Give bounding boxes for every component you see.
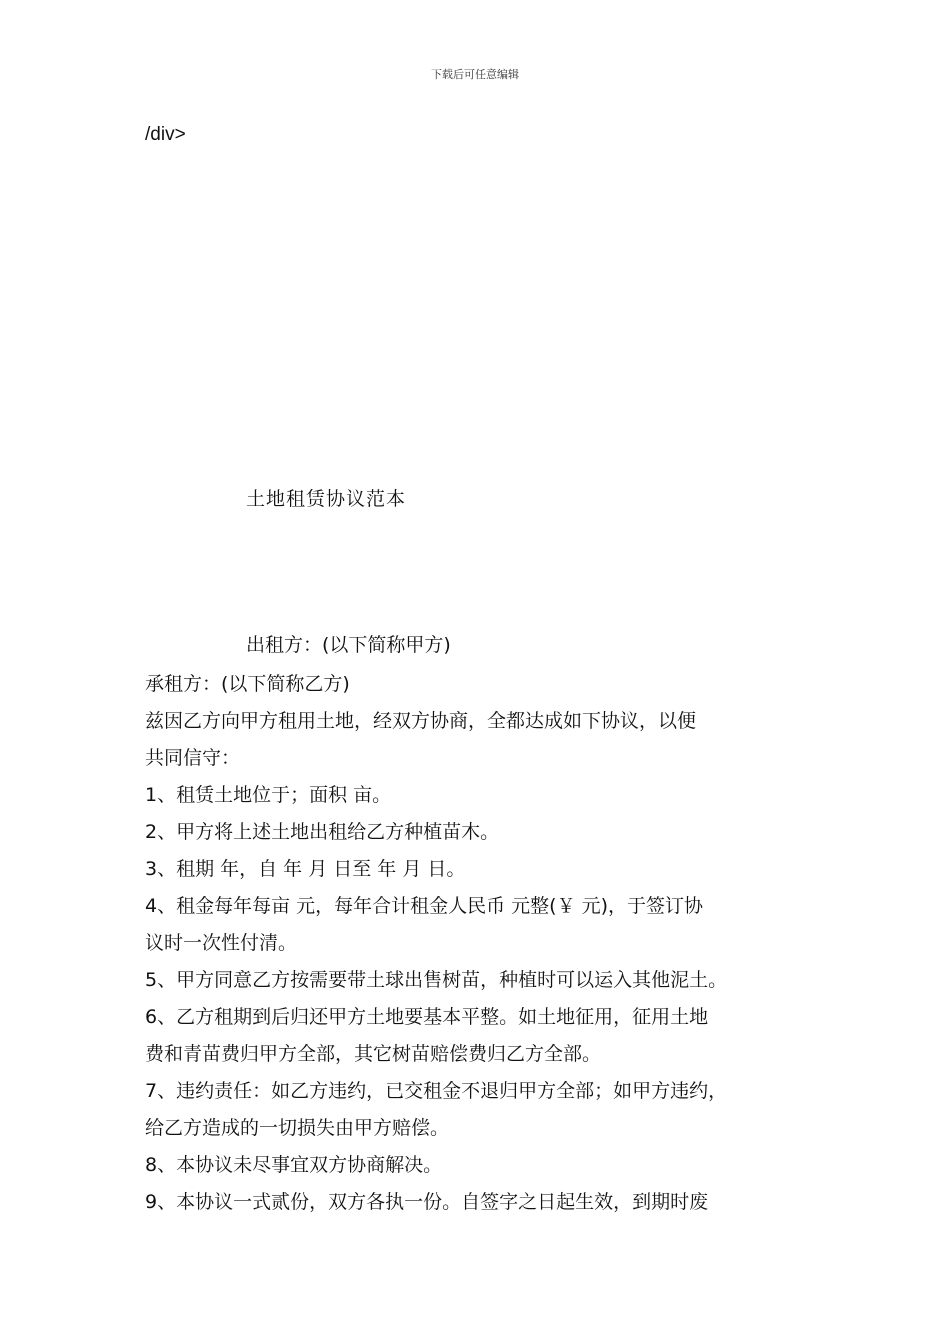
clause-1: 1、租赁土地位于；面积 亩。 (145, 784, 392, 806)
header-note: 下载后可任意编辑 (431, 68, 519, 81)
clause-9: 9、本协议一式贰份，双方各执一份。自签字之日起生效，到期时废 (145, 1191, 709, 1213)
stray-markup-text: /div> (145, 124, 186, 145)
lessor-line: 出租方：(以下简称甲方) (246, 634, 451, 656)
body-line: 兹因乙方向甲方租用土地，经双方协商，全都达成如下协议，以便 (145, 710, 697, 732)
clause-5: 5、甲方同意乙方按需要带土球出售树苗，种植时可以运入其他泥土。 (145, 969, 728, 991)
agreement-body (145, 666, 825, 1221)
clause-4: 4、租金每年每亩 元，每年合计租金人民币 元整(￥ 元)，于签订协 (145, 895, 704, 917)
clause-2: 2、甲方将上述土地出租给乙方种植苗木。 (145, 821, 500, 843)
clause-7: 7、违约责任：如乙方违约，已交租金不退归甲方全部；如甲方违约， (145, 1080, 728, 1102)
clause-6: 6、乙方租期到后归还甲方土地要基本平整。如土地征用，征用土地 (145, 1006, 709, 1028)
clause-7-continued: 给乙方造成的一切损失由甲方赔偿。 (145, 1117, 450, 1139)
body-line: 共同信守： (145, 747, 241, 769)
lessee-line: 承租方：(以下简称乙方) (145, 673, 350, 695)
clause-4-continued: 议时一次性付清。 (145, 932, 298, 954)
clause-6-continued: 费和青苗费归甲方全部，其它树苗赔偿费归乙方全部。 (145, 1043, 602, 1065)
document-title: 土地租赁协议范本 (246, 488, 407, 510)
clause-8: 8、本协议未尽事宜双方协商解决。 (145, 1154, 443, 1176)
clause-3: 3、租期 年，自 年 月 日至 年 月 日。 (145, 858, 466, 880)
